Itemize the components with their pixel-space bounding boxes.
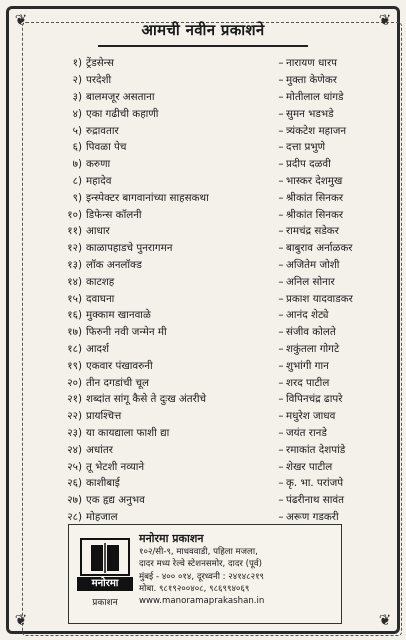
book-author: श्रीकांत सिनकर (286, 208, 344, 221)
book-author: दत्ता प्रभुणे (286, 141, 326, 154)
book-number: १५) (67, 292, 82, 305)
book-number: ४) (72, 107, 82, 120)
book-item (52, 55, 384, 72)
separator-dash: – (278, 309, 284, 322)
book-title: काशीबाई (86, 477, 120, 490)
book-author: अनिल सोनार (286, 275, 335, 288)
book-item (52, 240, 384, 257)
book-item (52, 223, 384, 240)
corner-ornament-icon: ❦ (14, 611, 28, 629)
book-number: २५) (67, 460, 82, 473)
separator-dash: – (278, 174, 284, 187)
book-item (52, 89, 384, 106)
book-title: परदेशी (86, 74, 112, 87)
book-title: एका गढीची कहाणी (86, 107, 159, 120)
book-item (52, 290, 384, 307)
book-title: फिरुनी नवी जन्मेन मी (86, 326, 167, 339)
book-number: २२) (67, 410, 82, 423)
book-number: ५) (72, 124, 82, 137)
separator-dash: – (278, 510, 284, 523)
separator-dash: – (278, 225, 284, 238)
book-author: सुमन भडभडे (286, 107, 334, 120)
book-title: अधांतर (86, 443, 113, 456)
book-author: अरूण गडकरी (286, 510, 339, 523)
book-item (52, 374, 384, 391)
book-title: महादेव (86, 174, 112, 187)
logo-word: मनोरमा (77, 577, 133, 591)
book-item (52, 105, 384, 122)
book-number: १२) (67, 242, 82, 255)
book-item (52, 206, 384, 223)
book-item (52, 72, 384, 89)
book-title: लॉक अनलॉक्ड (86, 258, 142, 271)
book-number: १६) (67, 309, 82, 322)
book-number: २६) (67, 477, 82, 490)
book-title: डिफेन्स कॉलनी (86, 208, 142, 221)
separator-dash: – (278, 124, 284, 137)
book-number: १३) (67, 258, 82, 271)
book-title: आदर्श (86, 342, 109, 355)
book-author: शरद पाटील (286, 376, 330, 389)
book-item (52, 324, 384, 341)
separator-dash: – (278, 90, 284, 103)
publisher-website: www.manoramaprakashan.in (139, 596, 265, 607)
book-number: २७) (67, 494, 82, 507)
book-author: जयंत रानडे (286, 426, 327, 439)
separator-dash: – (278, 242, 284, 255)
book-title: मोहजाल (86, 510, 118, 523)
book-number: १०) (67, 208, 82, 221)
separator-dash: – (278, 376, 284, 389)
book-author: पंढरीनाथ सावंत (286, 494, 344, 507)
publisher-mobile: मोबा. ९८१९२००४०८, ९८६९९४०६९ (139, 583, 250, 594)
book-number: १४) (67, 275, 82, 288)
separator-dash: – (278, 326, 284, 339)
publisher-box (68, 524, 342, 624)
book-author: मोतीलाल धांगडे (286, 90, 344, 103)
book-number: २०) (67, 376, 82, 389)
separator-dash: – (278, 141, 284, 154)
publisher-phone: मुंबई - ४०० ०१४, दूरध्वनी : २४१४८२१९ (139, 571, 265, 582)
book-number: २१) (67, 393, 82, 406)
book-author: मधुरेश जाधव (286, 410, 336, 423)
book-item (52, 273, 384, 290)
separator-dash: – (278, 410, 284, 423)
book-title: तीन दगडांची चूल (86, 376, 149, 389)
book-title: बालमजूर असताना (86, 90, 155, 103)
book-title: दवाघना (86, 292, 115, 305)
book-number: ९) (72, 191, 82, 204)
separator-dash: – (278, 477, 284, 490)
book-author: आनंद शेट्ये (286, 309, 329, 322)
book-author: बाबुराव अर्नाळकर (286, 242, 353, 255)
book-number: १९) (67, 359, 82, 372)
book-item (52, 408, 384, 425)
separator-dash: – (278, 359, 284, 372)
book-title: मुक्काम खानवाळे (86, 309, 151, 322)
book-author: अजितेम जोशी (286, 258, 340, 271)
separator-dash: – (278, 258, 284, 271)
separator-dash: – (278, 275, 284, 288)
book-number: ७) (72, 158, 82, 171)
book-title: रुद्रावतार (86, 124, 119, 137)
book-number: १७) (67, 326, 82, 339)
separator-dash: – (278, 74, 284, 87)
book-author: श्रीकांत सिनकर (286, 191, 344, 204)
book-title: या कायद्याला फाशी द्या (86, 426, 170, 439)
book-item (52, 391, 384, 408)
book-item (52, 458, 384, 475)
publisher-logo (77, 535, 133, 613)
book-author: रामचंद्र सडेकर (286, 225, 339, 238)
book-number: २३) (67, 426, 82, 439)
book-author: मुक्ता केणेकर (286, 74, 337, 87)
book-item (52, 257, 384, 274)
book-title: एकवार पंखावरुनी (86, 359, 153, 372)
book-title: करुणा (86, 158, 111, 171)
page-title: आमची नवीन प्रकाशने (141, 21, 265, 39)
book-item (52, 425, 384, 442)
book-item (52, 475, 384, 492)
book-logo-icon (77, 535, 133, 579)
separator-dash: – (278, 57, 284, 70)
publisher-details (139, 531, 339, 607)
book-author: शकुंतला गोगटे (286, 342, 340, 355)
book-number: १) (72, 57, 82, 70)
title-underline (98, 45, 308, 47)
book-item (52, 357, 384, 374)
book-number: ३) (72, 90, 82, 103)
separator-dash: – (278, 158, 284, 171)
book-item (52, 341, 384, 358)
book-title: तू भेटशी नव्याने (86, 460, 145, 473)
separator-dash: – (278, 494, 284, 507)
book-author: विपिनचंद्र ढापरे (286, 393, 343, 406)
book-item (52, 307, 384, 324)
publisher-address-line-1: १०२/सी-९, माधववाडी, पहिला मजला, (139, 547, 258, 557)
book-item (52, 173, 384, 190)
book-number: २८) (67, 510, 82, 523)
separator-dash: – (278, 292, 284, 305)
book-author: कृ. भा. परांजपे (286, 477, 344, 490)
book-item (52, 122, 384, 139)
book-author: भास्कर देशमुख (286, 174, 343, 187)
book-author: प्रकाश यादवाडकर (286, 292, 353, 305)
corner-ornament-icon: ❦ (378, 611, 392, 629)
book-item (52, 492, 384, 509)
book-title: ट्रेंडसेन्स (86, 57, 114, 70)
book-author: प्रदीप दळवी (286, 158, 331, 171)
book-title: इन्स्पेक्टर बागवानांच्या साहसकथा (86, 191, 209, 204)
book-title: काळापहाडचे पुनरागमन (86, 242, 173, 255)
book-author: नारायण धारप (286, 57, 338, 70)
separator-dash: – (278, 426, 284, 439)
book-item (52, 156, 384, 173)
book-author: रमाकांत देशपांडे (286, 443, 346, 456)
book-number: ६) (72, 141, 82, 154)
separator-dash: – (278, 107, 284, 120)
book-author: संजीव कोलते (286, 326, 336, 339)
logo-subtitle: प्रकाशन (92, 598, 118, 608)
book-item (52, 509, 384, 526)
book-author: शेखर पाटील (286, 460, 333, 473)
book-item (52, 441, 384, 458)
book-item (52, 139, 384, 156)
book-number: २४) (67, 443, 82, 456)
publisher-address-line-2: दादर मध्य रेल्वे स्टेशनसमोर, दादर (पूर्व) (139, 559, 262, 570)
book-title: एक हृद्य अनुभव (86, 494, 145, 507)
separator-dash: – (278, 460, 284, 473)
book-list (52, 55, 384, 542)
book-author: त्र्यंकटेश महाजन (286, 124, 347, 137)
book-title: प्रायश्चित्त (86, 410, 122, 423)
book-title: काटशह (86, 275, 115, 288)
separator-dash: – (278, 342, 284, 355)
separator-dash: – (278, 191, 284, 204)
corner-ornament-icon: ❦ (14, 11, 28, 29)
book-title: पिवळा पेच (86, 141, 127, 154)
book-number: ८) (72, 174, 82, 187)
book-title: शब्दांत सांगू कैसे ते दुःख अंतरीचे (86, 393, 207, 406)
book-number: १८) (67, 342, 82, 355)
separator-dash: – (278, 443, 284, 456)
book-number: ११) (67, 225, 82, 238)
separator-dash: – (278, 393, 284, 406)
corner-ornament-icon: ❦ (378, 11, 392, 29)
book-item (52, 189, 384, 206)
book-number: २) (72, 74, 82, 87)
separator-dash: – (278, 208, 284, 221)
publisher-name: मनोरमा प्रकाशन (139, 532, 204, 545)
book-title: आधार (86, 225, 110, 238)
book-author: शुभांगी गान (286, 359, 329, 372)
